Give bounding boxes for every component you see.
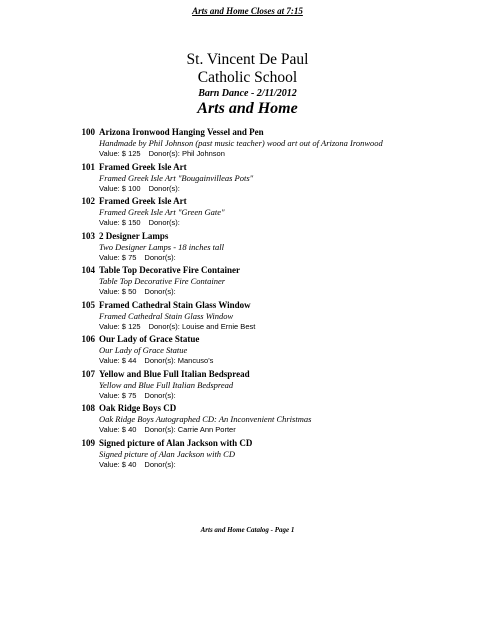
list-item xyxy=(0,196,495,231)
item-description: Yellow and Blue Full Italian Bedspread xyxy=(99,379,234,390)
item-title: Table Top Decorative Fire Container xyxy=(99,265,240,275)
item-title: Arizona Ironwood Hanging Vessel and Pen xyxy=(99,127,264,137)
item-meta xyxy=(99,425,236,435)
item-donor: Louise and Ernie Best xyxy=(181,321,256,331)
item-title: Framed Greek Isle Art xyxy=(99,196,187,206)
item-meta xyxy=(99,460,176,470)
item-meta xyxy=(99,356,213,366)
item-number: 108 xyxy=(81,403,95,413)
value-label: Value: $ xyxy=(99,287,126,296)
item-title: Our Lady of Grace Statue xyxy=(99,334,200,344)
item-value: 44 xyxy=(128,356,137,365)
donor-label: Donor(s): xyxy=(144,287,176,296)
value-label: Value: $ xyxy=(99,425,126,434)
item-number: 100 xyxy=(81,127,95,137)
list-item xyxy=(0,403,495,438)
item-donor: Carrie Ann Porter xyxy=(177,425,236,434)
item-meta xyxy=(99,391,176,401)
item-value: 125 xyxy=(128,321,141,331)
item-number: 104 xyxy=(81,265,95,275)
item-description: Framed Cathedral Stain Glass Window xyxy=(99,310,234,321)
item-value: 50 xyxy=(128,287,137,296)
list-item xyxy=(0,300,495,335)
item-number: 103 xyxy=(81,230,95,241)
closing-time-note xyxy=(0,6,495,16)
value-label: Value: $ xyxy=(99,321,126,331)
item-title: 2 Designer Lamps xyxy=(99,230,169,241)
donor-label: Donor(s): xyxy=(148,321,180,331)
item-title: Oak Ridge Boys CD xyxy=(99,403,177,413)
list-item xyxy=(0,265,495,300)
item-value: 100 xyxy=(128,183,141,193)
item-description: Signed picture of Alan Jackson with CD xyxy=(99,448,235,459)
item-number: 106 xyxy=(81,334,95,344)
item-value: 40 xyxy=(128,425,137,434)
closing-time-text: Arts and Home Closes at 7:15 xyxy=(192,6,303,16)
item-list xyxy=(0,127,495,472)
donor-label: Donor(s): xyxy=(148,149,180,158)
item-description: Two Designer Lamps - 18 inches tall xyxy=(99,241,224,252)
item-description: Our Lady of Grace Statue xyxy=(99,345,188,355)
list-item xyxy=(0,438,495,473)
value-label: Value: $ xyxy=(99,459,126,469)
item-description: Framed Greek Isle Art "Green Gate" xyxy=(99,207,225,217)
item-description: Oak Ridge Boys Autographed CD: An Inconvenient Christmas xyxy=(99,414,312,424)
item-value: 125 xyxy=(128,149,141,158)
value-label: Value: $ xyxy=(99,149,126,158)
item-donor: Phil Johnson xyxy=(181,149,225,158)
donor-label: Donor(s): xyxy=(144,459,176,469)
list-item xyxy=(0,162,495,197)
item-description: Handmade by Phil Johnson (past music teacher) wood art out of Arizona Ironwood xyxy=(99,138,383,148)
item-meta xyxy=(99,218,180,228)
item-title: Framed Greek Isle Art xyxy=(99,161,187,172)
item-title: Yellow and Blue Full Italian Bedspread xyxy=(99,368,250,379)
item-description: Table Top Decorative Fire Container xyxy=(99,276,226,286)
item-value: 75 xyxy=(128,252,137,262)
donor-label: Donor(s): xyxy=(148,218,180,227)
item-value: 150 xyxy=(128,218,141,227)
item-title: Framed Cathedral Stain Glass Window xyxy=(99,299,251,310)
item-title: Signed picture of Alan Jackson with CD xyxy=(99,437,253,448)
item-number: 102 xyxy=(81,196,95,206)
item-value: 75 xyxy=(128,390,137,400)
donor-label: Donor(s): xyxy=(148,183,180,193)
school-name-line-2: Catholic School xyxy=(197,69,298,86)
event-title: Barn Dance - 2/11/2012 xyxy=(198,88,297,99)
item-description: Framed Greek Isle Art "Bougainvilleas Pots" xyxy=(99,172,254,183)
value-label: Value: $ xyxy=(99,356,126,365)
item-number: 107 xyxy=(81,368,95,379)
item-meta xyxy=(99,287,176,297)
page-footer: Arts and Home Catalog - Page 1 xyxy=(200,526,295,534)
list-item xyxy=(0,231,495,266)
catalog-header xyxy=(0,51,495,118)
donor-label: Donor(s): xyxy=(144,425,176,434)
value-label: Value: $ xyxy=(99,183,126,193)
item-meta xyxy=(99,322,255,332)
donor-label: Donor(s): xyxy=(144,356,176,365)
value-label: Value: $ xyxy=(99,390,126,400)
item-meta xyxy=(99,253,176,263)
value-label: Value: $ xyxy=(99,218,126,227)
item-value: 40 xyxy=(128,459,137,469)
value-label: Value: $ xyxy=(99,252,126,262)
item-donor: Mancuso's xyxy=(177,356,214,365)
donor-label: Donor(s): xyxy=(144,252,176,262)
item-number: 109 xyxy=(81,437,95,448)
list-item xyxy=(0,369,495,404)
donor-label: Donor(s): xyxy=(144,390,176,400)
school-name-line-1: St. Vincent De Paul xyxy=(186,51,309,68)
item-meta xyxy=(99,149,225,159)
item-meta xyxy=(99,184,180,194)
list-item xyxy=(0,334,495,369)
item-number: 101 xyxy=(81,161,95,172)
list-item xyxy=(0,127,495,162)
item-number: 105 xyxy=(81,299,95,310)
section-title: Arts and Home xyxy=(197,100,298,117)
